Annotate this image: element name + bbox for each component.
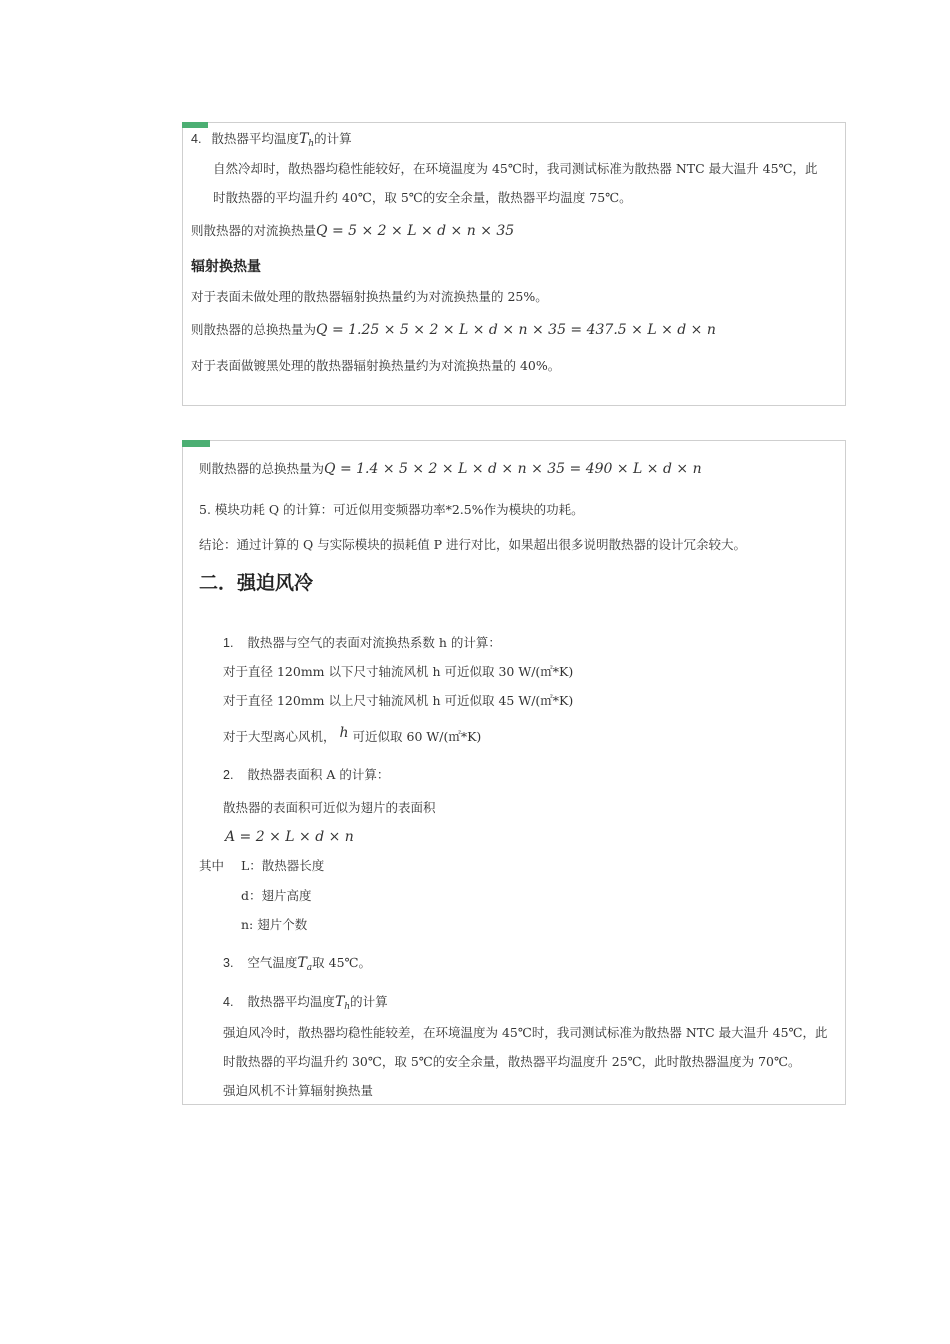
forced-item-1-heading: 1. 散热器与空气的表面对流换热系数 h 的计算： [223,635,501,650]
where-n: n: 翅片个数 [241,917,308,932]
content-panel-natural-cooling [182,122,846,406]
forced-item-2-heading: 2. 散热器表面积 A 的计算： [223,767,390,782]
fan-below-120mm-line: 对于直径 120mm 以下尺寸轴流风机 h 可近似取 30 W/(㎡*K) [223,664,574,679]
fan-above-120mm-line: 对于直径 120mm 以上尺寸轴流风机 h 可近似取 45 W/(㎡*K) [223,693,574,708]
centrifugal-fan-line: 对于大型离心风机， h 可近似取 60 W/(㎡*K) [223,725,482,744]
paragraph-line: 对于表面做镀黑处理的散热器辐射换热量约为对流换热量的 40%。 [191,358,561,373]
paragraph-line: 对于表面未做处理的散热器辐射换热量约为对流换热量的 25%。 [191,289,548,304]
panel-tag-marker [182,122,208,128]
where-L: L：散热器长度 [241,858,325,873]
paragraph-line: 强迫风机不计算辐射换热量 [223,1083,374,1098]
paragraph-line: 自然冷却时，散热器均稳性能较好，在环境温度为 45℃时，我司测试标准为散热器 NTC 最大温升 45℃，此 [213,161,818,176]
where-d: d：翅片高度 [241,888,312,903]
convection-formula-line: 则散热器的对流换热量Q = 5 × 2 × L × d × n × 35 [191,223,515,239]
paragraph-line: 强迫风冷时，散热器均稳性能较差，在环境温度为 45℃时，我司测试标准为散热器 NTC 最大温升 45℃，此 [223,1025,828,1040]
where-label: 其中 [199,858,225,873]
forced-item-3-heading: 3. 空气温度$T_a$取 45℃。 [223,955,372,973]
content-panel-forced-cooling [182,440,846,1105]
total-formula-line: 则散热器的总换热量为Q = 1.25 × 5 × 2 × L × d × n × 35 = 437.5 × L × d × n [191,322,716,338]
item-5-line: 5. 模块功耗 Q 的计算：可近似用变频器功率*2.5%作为模块的功耗。 [199,502,584,517]
conclusion-line: 结论：通过计算的 Q 与实际模块的损耗值 P 进行对比，如果超出很多说明散热器的设计冗余较大。 [199,537,747,552]
forced-item-4-heading: 4. 散热器平均温度$T_h$的计算 [223,994,388,1012]
paragraph-line: 时散热器的平均温升约 40℃，取 5℃的安全余量，散热器平均温度 75℃。 [213,190,632,205]
area-description: 散热器的表面积可近似为翅片的表面积 [223,800,436,815]
item-4-heading: 4. 散热器平均温度$T_h$的计算 [191,131,352,149]
total-formula-line: 则散热器的总换热量为Q = 1.4 × 5 × 2 × L × d × n × 35 = 490 × L × d × n [199,461,702,477]
section-heading-forced-air: 二．强迫风冷 [199,572,314,594]
radiation-heading: 辐射换热量 [191,259,261,275]
paragraph-line: 时散热器的平均温升约 30℃，取 5℃的安全余量，散热器平均温度升 25℃，此时散热器温度为 70℃。 [223,1054,801,1069]
area-formula: A = 2 × L × d × n [225,829,354,845]
panel-tag-marker [182,440,210,447]
